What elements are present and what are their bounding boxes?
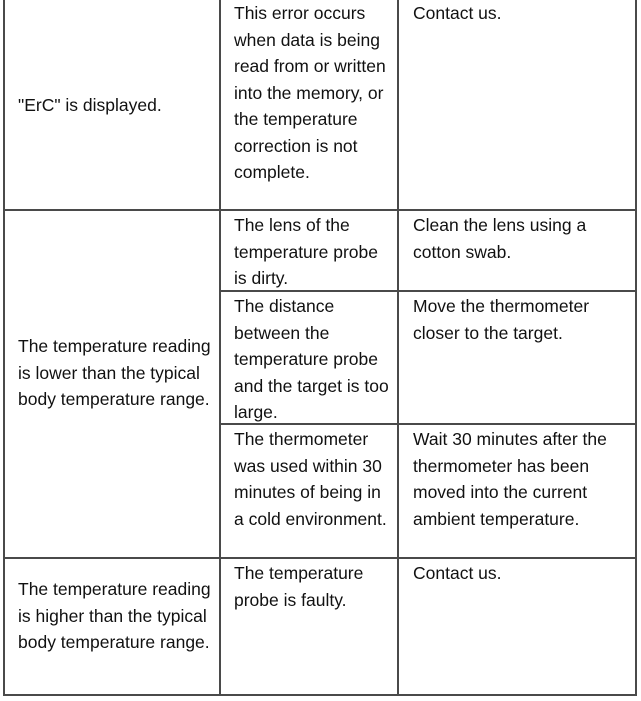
solution-cell bbox=[413, 212, 628, 265]
problem-text: The temperature reading is lower than the typical body temperature range. bbox=[18, 336, 211, 409]
cause-cell bbox=[234, 293, 394, 426]
problem-cell bbox=[18, 92, 213, 119]
solution-text: Clean the lens using a cotton swab. bbox=[413, 215, 587, 262]
solution-text: Move the thermometer closer to the target. bbox=[413, 296, 590, 343]
cause-text: The thermometer was used within 30 minutes of being in a cold environment. bbox=[234, 429, 387, 529]
solution-cell bbox=[413, 293, 628, 346]
problem-text: "ErC" is displayed. bbox=[18, 95, 162, 115]
solution-cell bbox=[413, 426, 628, 532]
row-divider-1 bbox=[3, 209, 637, 211]
table-border-bottom bbox=[3, 694, 637, 696]
row-divider-3 bbox=[3, 557, 637, 559]
cause-text: The lens of the temperature probe is dirty. bbox=[234, 215, 378, 288]
solution-cell bbox=[413, 0, 628, 27]
problem-cell bbox=[18, 333, 213, 413]
cause-cell bbox=[234, 426, 394, 532]
problem-text: The temperature reading is higher than the typical body temperature range. bbox=[18, 579, 211, 652]
cause-text: This error occurs when data is being read from or written into the memory, or the temperature correction is not complete. bbox=[234, 3, 386, 182]
table-border-right bbox=[635, 0, 637, 696]
column-divider-1 bbox=[219, 0, 221, 696]
cause-cell bbox=[234, 212, 394, 292]
problem-cell bbox=[18, 576, 213, 656]
solution-cell bbox=[413, 560, 628, 587]
cause-cell bbox=[234, 560, 394, 613]
solution-text: Contact us. bbox=[413, 3, 502, 23]
solution-text: Contact us. bbox=[413, 563, 502, 583]
solution-text: Wait 30 minutes after the thermometer has been moved into the current ambient temperature. bbox=[413, 429, 607, 529]
cause-text: The distance between the temperature probe and the target is too large. bbox=[234, 296, 389, 422]
table-border-left bbox=[3, 0, 5, 696]
cause-text: The temperature probe is faulty. bbox=[234, 563, 364, 610]
cause-cell bbox=[234, 0, 394, 186]
column-divider-2 bbox=[397, 0, 399, 696]
